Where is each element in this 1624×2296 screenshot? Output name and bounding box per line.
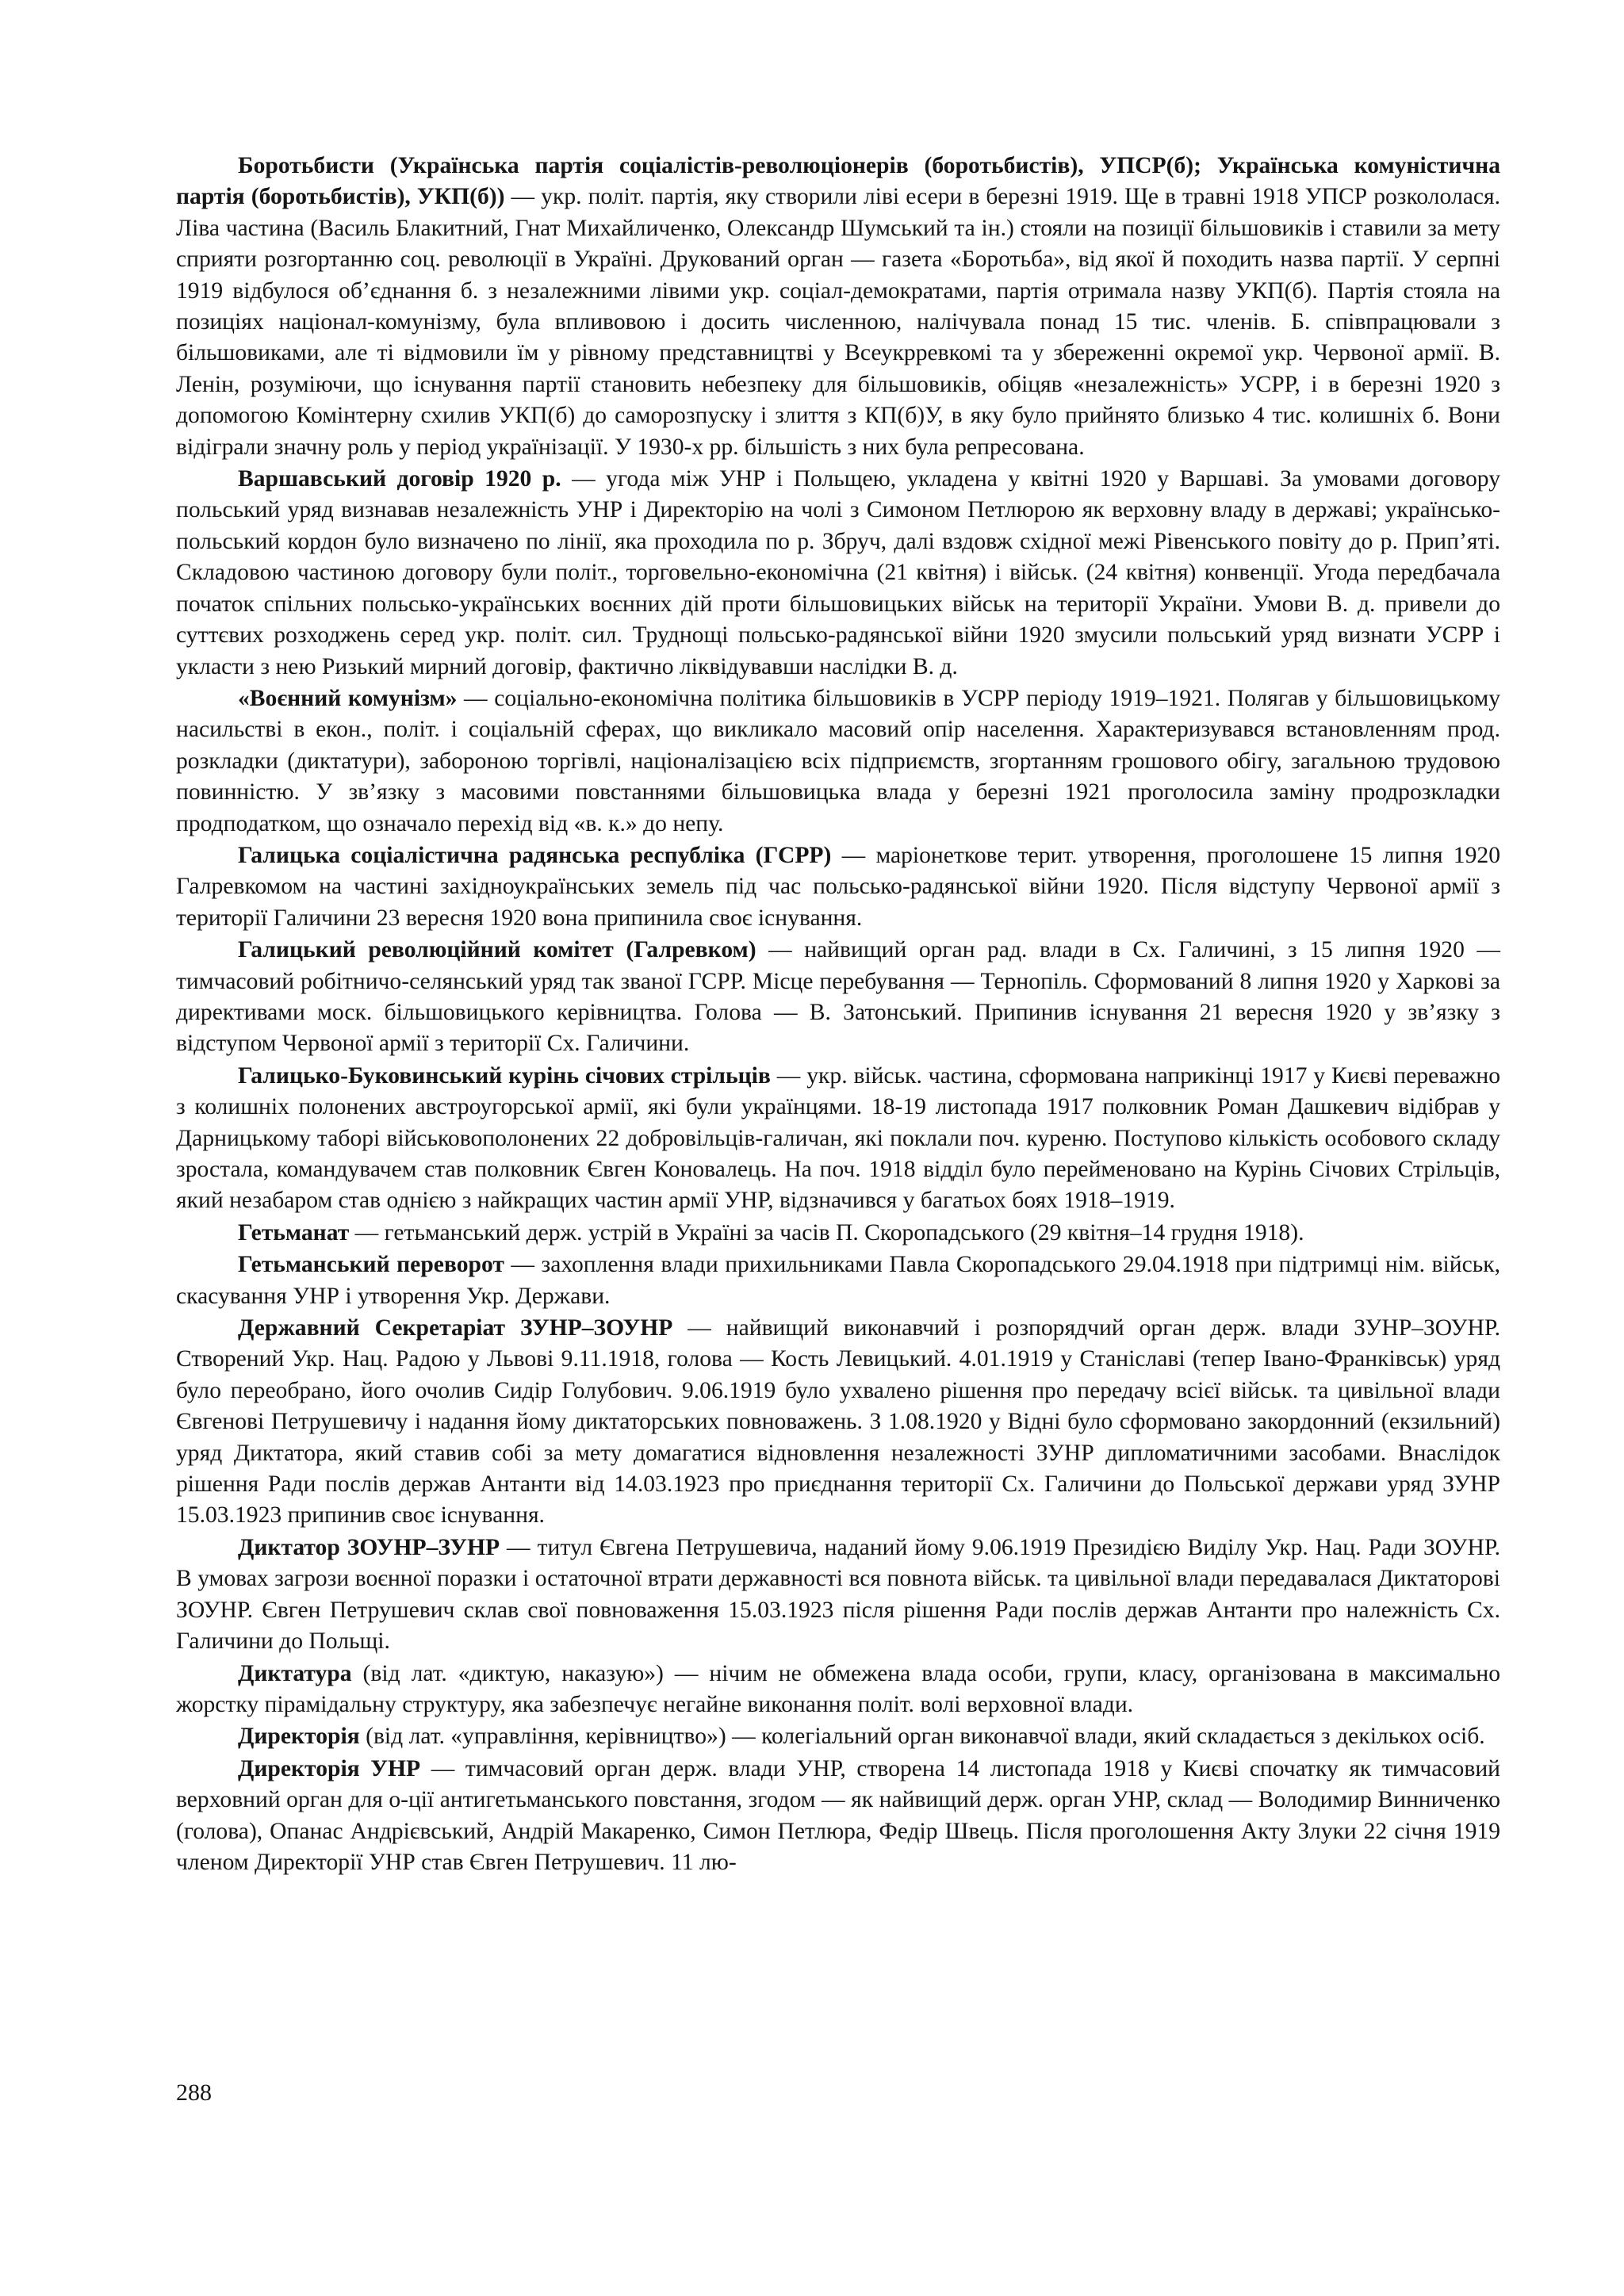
entry-dyktator <box>176 1533 1500 1658</box>
entry-text: — маріонеткове терит. утворення, проголошене 15 липня 1920 Галревкомом на частині західноукраїнських земель під час польсько-радянської війни 1920. Після відступу Червоної армії з території Галичини 23 вересня 1920 вона припинила своє існування. <box>176 842 1500 931</box>
entry-text: — найвищий орган рад. влади в Сх. Галичині, з 15 липня 1920 — тимчасовий робітничо-селянський уряд так званої ГСРР. Місце перебування — Тернопіль. Сформований 8 липня 1920 у Харкові за директивами моск. більшовицького керівництва. Голова — В. Затонський. Припинив існування 21 вересня 1920 у зв’язку з відступом Червоної армії з території Сх. Галичини. <box>176 937 1500 1057</box>
entry-text: (від лат. «управління, керівництво») — колегіальний орган виконавчої влади, який складається з декількох осіб. <box>359 1724 1485 1750</box>
entry-term: «Воєнний комунізм» <box>238 685 458 711</box>
entry-term: Боротьбисти (Українська партія соціалістів-революціонерів (боротьбистів), УПСР(б); Українська комуністична партія (боротьбистів), УКП(б)) <box>176 153 1500 210</box>
entry-hetmanat <box>176 1218 1500 1249</box>
entry-text: — титул Євгена Петрушевича, наданий йому 9.06.1919 Президією Виділу Укр. Нац. Ради ЗОУНР. В умовах загрози воєнної поразки і остаточної втрати державності вся повнота військ. та цивільної влади передавалася Диктаторові ЗОУНР. Євген Петрушевич склав свої повноваження 15.03.1923 після рішення Ради послів держав Антанти про належність Сх. Галичини до Польщі. <box>176 1534 1500 1655</box>
entry-derzhavnyi-sekretariat <box>176 1313 1500 1532</box>
entry-dyrektoriia <box>176 1721 1500 1752</box>
entry-term: Галицько-Буковинський курінь січових стрільців <box>238 1062 771 1089</box>
entry-text: — укр. військ. частина, сформована наприкінці 1917 у Києві переважно з колишніх полонених австроугорської армії, які були українцями. 18-19 листопада 1917 полковник Роман Дашкевич відібрав у Дарницькому таборі військовополонених 22 добровільців-галичан, які поклали поч. куреню. Поступово кількість особового складу зростала, командувачем став полковник Євген Коновалець. На поч. 1918 відділ було перейменовано на Курінь Січових Стрільців, який незабаром став однією з найкращих частин армії УНР, відзначився у багатьох боях 1918–1919. <box>176 1062 1500 1214</box>
entry-dyktatura <box>176 1659 1500 1721</box>
entry-gsrr <box>176 840 1500 934</box>
entry-borotbysty <box>176 151 1500 463</box>
entry-term: Державний Секретаріат ЗУНР–ЗОУНР <box>238 1315 673 1341</box>
entry-term: Гетьманський переворот <box>238 1252 504 1278</box>
entry-text: — тимчасовий орган держ. влади УНР, створена 14 листопада 1918 у Києві спочатку як тимчасовий верховний орган для о-ції антигетьманського повстання, згодом — як найвищий держ. орган УНР, склад — Володимир Винниченко (голова), Опанас Андрієвський, Андрій Макаренко, Симон Петлюра, Федір Швець. Після проголошення Акту Злуки 22 січня 1919 членом Директорії УНР став Євген Петрушевич. 11 лю- <box>176 1755 1501 1875</box>
entry-hetmanskyi-perevorot <box>176 1249 1500 1312</box>
entry-text: — укр. політ. партія, яку створили ліві есери в березні 1919. Ще в травні 1918 УПСР розкололася. Ліва частина (Василь Блакитний, Гнат Михайличенко, Олександр Шумський та ін.) стояли на позиції більшовиків і ставили за мету сприяти розгортанню соц. революції в Україні. Друкований орган — газета «Боротьба», від якої й походить назва партії. У серпні 1919 відбулося об’єднання б. з незалежними лівими укр. соціал-демократами, партія отримала назву УКП(б). Партія стояла на позиціях націонал-комунізму, була впливовою і досить численною, налічувала понад 15 тис. членів. Б. співпрацювали з більшовиками, але ті відмовили їм у рівному представництві у Всеукрревкомі та у збереженні окремої укр. Червоної армії. В. Ленін, розуміючи, що існування партії становить небезпеку для більшовиків, обіцяв «незалежність» УСРР, і в березні 1920 з допомогою Комінтерну схилив УКП(б) до саморозпуску і злиття з КП(б)У, в яку було прийнято близько 4 тис. колишніх б. Вони відіграли значну роль у період українізації. У 1930-х рр. більшість з них була репресована. <box>176 184 1500 460</box>
entry-kurin-sichovykh-striltsiv <box>176 1061 1500 1217</box>
entry-term: Диктатор ЗОУНР–ЗУНР <box>238 1534 500 1560</box>
entry-term: Директорія <box>238 1724 360 1750</box>
dictionary-entries <box>176 151 1500 1878</box>
entry-halrevkom <box>176 935 1500 1060</box>
entry-voiennyi-komunizm <box>176 683 1500 840</box>
entry-text: — гетьманський держ. устрій в Україні за часів П. Скоропадського (29 квітня–14 грудня 1918). <box>349 1219 1304 1246</box>
entry-varshavskyi-dohovir <box>176 464 1500 683</box>
entry-text: (від лат. «диктую, наказую») — нічим не обмежена влада особи, групи, класу, організована в максимально жорстку пірамідальну структуру, яка забезпечує негайне виконання політ. волі верховної влади. <box>176 1660 1500 1717</box>
entry-term: Галицька соціалістична радянська республіка (ГСРР) <box>238 842 832 868</box>
entry-text: — захоплення влади прихильниками Павла Скоропадського 29.04.1918 при підтримці нім. військ, скасування УНР і утворення Укр. Держави. <box>176 1252 1501 1309</box>
entry-term: Гетьманат <box>238 1219 350 1246</box>
entry-dyrektoriia-unr <box>176 1754 1500 1879</box>
entry-term: Варшавський договір 1920 р. <box>238 466 561 492</box>
entry-text: — соціально-економічна політика більшовиків в УСРР періоду 1919–1921. Полягав у більшовицькому насильстві в екон., політ. і соціальній сферах, що викликало масовий опір населення. Характеризувався встановленням прод. розкладки (диктатури), забороною торгівлі, націоналізацією всіх підприємств, згортанням грошового обігу, загальною трудовою повинністю. У зв’язку з масовими повстаннями більшовицька влада у березні 1921 проголосила заміну продрозкладки продподатком, що означало перехід від «в. к.» до непу. <box>176 685 1500 836</box>
page-number: 288 <box>176 2080 212 2106</box>
entry-term: Директорія УНР <box>238 1755 421 1781</box>
entry-term: Диктатура <box>238 1660 352 1686</box>
entry-term: Галицький революційний комітет (Галревком) <box>238 937 756 963</box>
entry-text: — найвищий виконавчий і розпорядчий орган держ. влади ЗУНР–ЗОУНР. Створений Укр. Нац. Радою у Львові 9.11.1918, голова — Кость Левицький. 4.01.1919 у Станіславі (тепер Івано-Франківськ) уряд було переобрано, його очолив Сидір Голубович. 9.06.1919 було ухвалено рішення про передачу всієї військ. та цивільної влади Євгенові Петрушевичу і надання йому диктаторських повноважень. З 1.08.1920 у Відні було сформовано закордонний (екзильний) уряд Диктатора, який ставив собі за мету домагатися відновлення незалежності ЗУНР дипломатичними засобами. Внаслідок рішення Ради послів держав Антанти від 14.03.1923 про приєднання території Сх. Галичини до Польської держави уряд ЗУНР 15.03.1923 припинив своє існування. <box>176 1315 1500 1529</box>
entry-text: — угода між УНР і Польщею, укладена у квітні 1920 у Варшаві. За умовами договору польський уряд визнавав незалежність УНР і Директорію на чолі з Симоном Петлюрою як верховну владу в державі; українсько-польський кордон було визначено по лінії, яка проходила по р. Збруч, далі вздовж східної межі Рівенського повіту до р. Прип’яті. Складовою частиною договору були політ., торговельно-економічна (21 квітня) і військ. (24 квітня) конвенції. Угода передбачала початок спільних польсько-українських воєнних дій проти більшовицьких військ на території України. Умови В. д. привели до суттєвих розходжень серед укр. політ. сил. Труднощі польсько-радянської війни 1920 змусили польський уряд визнати УСРР і укласти з нею Ризький мирний договір, фактично ліквідувавши наслідки В. д. <box>176 466 1500 679</box>
